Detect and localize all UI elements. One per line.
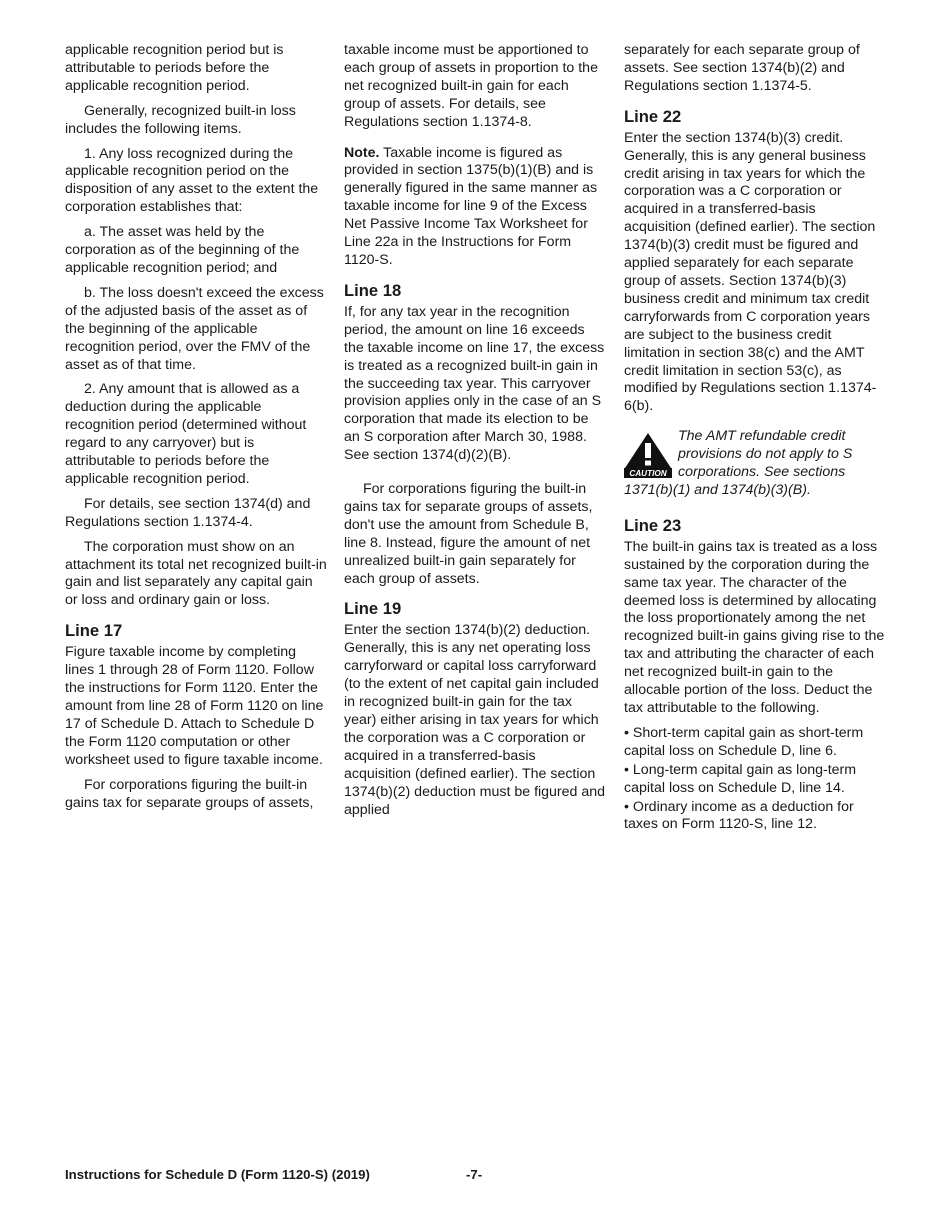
page-number: -7- xyxy=(466,1167,483,1182)
paragraph: The corporation must show on an attachment its total net recognized built-in gain and list separately any capital gain or loss and ordinary gain or loss. xyxy=(65,538,327,609)
heading-line-17: Line 17 xyxy=(65,621,123,641)
paragraph: Generally, recognized built-in loss includes the following items. xyxy=(65,102,296,137)
list-item: b. The loss doesn't exceed the excess of the adjusted basis of the asset as of the beginning of the applicable recognition period, over the FMV of the asset as of that time. xyxy=(65,284,324,373)
footer-title: Instructions for Schedule D (Form 1120-S) (2019) xyxy=(65,1167,370,1182)
bullet-text: Long-term capital gain as long-term capital loss on Schedule D, line 14. xyxy=(624,761,857,796)
bullet-text: Short-term capital gain as short-term capital loss on Schedule D, line 6. xyxy=(624,724,864,759)
list-item: 1. Any loss recognized during the applicable recognition period on the disposition of any asset to the extent the corporation establishes that: xyxy=(65,145,319,216)
column-1 xyxy=(65,42,327,819)
paragraph: For corporations figuring the built-in gains tax for separate groups of assets, don't use the amount from Schedule B, line 8. Instead, figure the amount of net unrealized built-in gain separately for each group of assets. xyxy=(344,481,593,587)
bullet-item: • Ordinary income as a deduction for taxes on Form 1120-S, line 12. xyxy=(624,798,854,833)
list-item: 2. Any amount that is allowed as a deduction during the applicable recognition period (determined without regard to any carryover) but is attributable to periods before the applicable recognition period. xyxy=(65,381,307,487)
paragraph: Enter the section 1374(b)(3) credit. Generally, this is any general business credit arising in tax years for which the corporation was a C corporation or acquired in a transferred-basis acquisition (defined earlier). The section 1374(b)(3) credit must be figured and applied separately for each separate group of assets. Section 1374(b)(3) business credit and minimum tax credit carryforwards from C corporation years are subject to the business credit limitation in section 38(c) and the AMT credit limitation in section 53(c), as modified by Regulations section 1.1374-6(b). xyxy=(624,129,877,415)
note-label: Note. xyxy=(344,144,380,161)
heading-line-23: Line 23 xyxy=(624,515,682,535)
caution-label: CAUTION xyxy=(629,469,667,479)
paragraph: Enter the section 1374(b)(2) deduction. Generally, this is any net operating loss carryforward or capital loss carryforward (to the extent of net capital gain included in recognized built-in gain for the tax year) either arising in tax years for which the corporation was a C corporation or acquired in a transferred-basis acquisition (defined earlier). The section 1374(b)(2) deduction must be figured and applied xyxy=(344,622,606,818)
paragraph: separately for each separate group of assets. See section 1374(b)(2) and Regulations section 1.1374-5. xyxy=(624,42,860,94)
column-3 xyxy=(624,42,886,835)
paragraph: The built-in gains tax is treated as a loss sustained by the corporation during the same tax year. The character of the deemed loss is determined by allocating the loss proportionately among the net recognized built-in gains giving rise to the tax and attributing the character of each net recognized built-in gain to the allocable portion of the loss. Deduct the tax attributable to the following. xyxy=(624,538,885,716)
caution-icon xyxy=(624,432,672,478)
caution-note xyxy=(624,428,886,500)
paragraph: Figure taxable income by completing lines 1 through 28 of Form 1120. Follow the instructions for Form 1120. Enter the amount from line 28 of Form 1120 on line 17 of Schedule D. Attach to Schedule D the Form 1120 computation or other worksheet used to figure taxable income. xyxy=(65,644,324,768)
note-text: Taxable income is figured as provided in section 1375(b)(1)(B) and is generally figured in the same manner as taxable income for line 9 of the Excess Net Passive Income Tax Worksheet for Line 22a in the Instructions for Form 1120-S. xyxy=(344,144,598,268)
paragraph: taxable income must be apportioned to each group of assets in proportion to the net recognized built-in gain for each group of assets. For details, see Regulations section 1.1374-8. xyxy=(344,42,598,130)
note-paragraph xyxy=(344,145,606,270)
paragraph: If, for any tax year in the recognition period, the amount on line 16 exceeds the taxable income on line 17, the excess is treated as a recognized built-in gain in the succeeding tax year. This carryover provision applies only in the case of an S corporation that made its election to be an S corporation after March 30, 1988. See section 1374(d)(2)(B). xyxy=(344,303,605,464)
bullet-text: Ordinary income as a deduction for taxes on Form 1120-S, line 12. xyxy=(624,798,854,833)
heading-line-22: Line 22 xyxy=(624,106,682,126)
paragraph: For corporations figuring the built-in gains tax for separate groups of assets, xyxy=(65,776,314,811)
heading-line-19: Line 19 xyxy=(344,599,402,619)
paragraph: applicable recognition period but is attributable to periods before the applicable recognition period. xyxy=(65,42,284,94)
caution-text: The AMT refundable credit provisions do not apply to S corporations. See sections 1371(b)(1) and 1374(b)(3)(B). xyxy=(624,428,853,498)
bullet-item: • Short-term capital gain as short-term capital loss on Schedule D, line 6. xyxy=(624,724,864,759)
bullet-item: • Long-term capital gain as long-term capital loss on Schedule D, line 14. xyxy=(624,761,857,796)
paragraph: For details, see section 1374(d) and Regulations section 1.1374-4. xyxy=(65,495,311,530)
heading-line-18: Line 18 xyxy=(344,280,402,300)
list-item: a. The asset was held by the corporation as of the beginning of the applicable recognition period; and xyxy=(65,224,300,276)
column-2 xyxy=(344,42,606,826)
